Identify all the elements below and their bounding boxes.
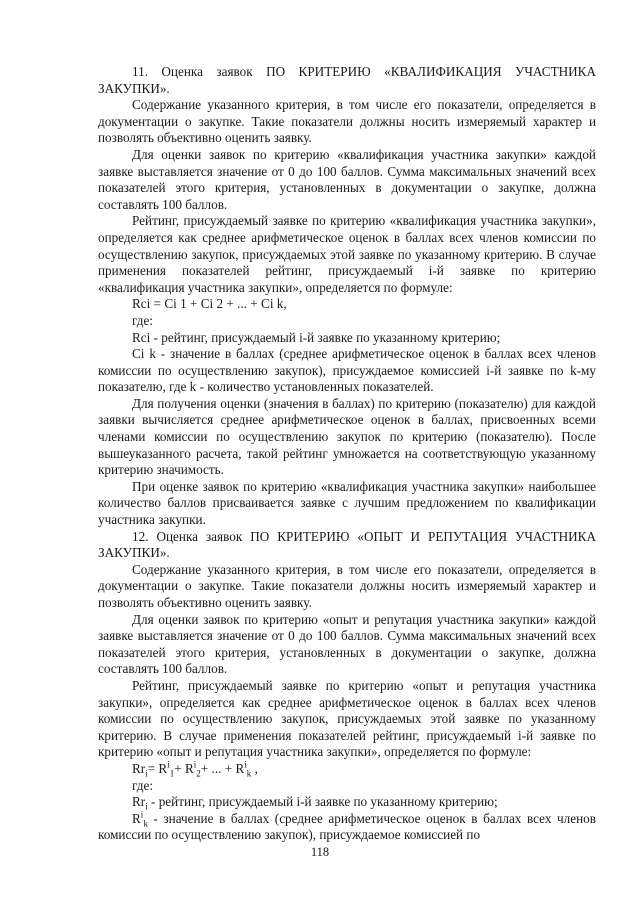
- paragraph: При оценке заявок по критерию «квалификация участника закупки» наибольшее количество баллов присваивается заявке с лучшим предложением по квалификации участника закупки.: [98, 478, 596, 528]
- formula-term: R: [132, 810, 141, 826]
- formula-superscript: i: [244, 759, 247, 770]
- formula-superscript: i: [167, 759, 170, 770]
- formula-subscript: 1: [169, 768, 175, 779]
- definition-rik: [98, 811, 596, 844]
- formula-subscript: i: [145, 801, 148, 812]
- definition-cik: Ci k - значение в баллах (среднее арифметическое оценок в баллах всех членов комиссии по осуществлению закупок), присуждаемое комиссией i-й заявке по k-му показателю, где k - количество установленных показателей.: [98, 346, 596, 395]
- formula-superscript: i: [140, 809, 144, 820]
- formula-subscript: k: [143, 818, 148, 829]
- section-11-heading: 11. Оценка заявок ПО КРИТЕРИЮ «КВАЛИФИКАЦИЯ УЧАСТНИКА ЗАКУПКИ».: [98, 64, 596, 96]
- formula-term: Rr: [132, 794, 146, 810]
- paragraph: Рейтинг, присуждаемый заявке по критерию «квалификация участника закупки», определяется как среднее арифметическое оценок в баллах всех членов комиссии по осуществлению закупок, присуждаемых этой заявке по указанному критерию. В случае применения показателей рейтинг, присуждаемый i-й заявке по критерию «квалификация участника закупки», определяется по формуле:: [98, 213, 596, 295]
- section-12-heading: 12. Оценка заявок ПО КРИТЕРИЮ «ОПЫТ И РЕПУТАЦИЯ УЧАСТНИКА ЗАКУПКИ».: [98, 528, 596, 561]
- definition-rci: Rci - рейтинг, присуждаемый i-й заявке по указанному критерию;: [132, 329, 501, 345]
- document-body: [98, 64, 596, 844]
- formula-rci: Rci = Ci 1 + Ci 2 + ... + Ci k,: [132, 296, 287, 312]
- formula-term: Rr: [132, 760, 146, 776]
- formula-term: + R: [174, 760, 194, 776]
- paragraph: Для оценки заявок по критерию «опыт и репутация участника закупки» каждой заявке выставляется значение от 0 до 100 баллов. Сумма максимальных значений всех показателей этого критерия, установленных в документации о закупке, должна составлять 100 баллов.: [98, 611, 596, 677]
- paragraph: Для оценки заявок по критерию «квалификация участника закупки» каждой заявке выставляется значение от 0 до 100 баллов. Сумма максимальных значений всех показателей этого критерия, установленных в документации о закупке, должна составлять 100 баллов.: [98, 146, 596, 212]
- formula-term: ,: [251, 760, 258, 776]
- formula-term: = R: [147, 760, 168, 776]
- paragraph: Содержание указанного критерия, в том числе его показатели, определяется в документации о закупке. Такие показатели должны носить измеряемый характер и позволять объективно оценить заявку.: [98, 97, 596, 146]
- paragraph: Рейтинг, присуждаемый заявке по критерию «опыт и репутация участника закупки», определяется как среднее арифметическое оценок в баллах всех членов комиссии по осуществлению закупок, присуждаемых этой заявке по указанному критерию. В случае применения показателей рейтинг, присуждаемый i-й заявке по критерию «опыт и репутация участника закупки», определяется по формуле:: [98, 677, 596, 760]
- paragraph: Содержание указанного критерия, в том числе его показатели, определяется в документации о закупке. Такие показатели должны носить измеряемый характер и позволять объективно оценить заявку.: [98, 561, 596, 610]
- formula-subscript: 2: [196, 768, 201, 779]
- formula-superscript: i: [193, 759, 197, 770]
- formula-rr: [98, 761, 596, 778]
- paragraph: Для получения оценки (значения в баллах) по критерию (показателю) для каждой заявки вычисляется среднее арифметическое оценок в баллах, присвоенных всеми членами комиссии по осуществлению закупок по критерию (показателю). После вышеуказанного расчета, такой рейтинг умножается на соответствующую указанному критерию значимость.: [98, 395, 596, 478]
- formula-term: + ... + R: [200, 760, 245, 776]
- definition-text: - значение в баллах (среднее арифметическое оценок в баллах всех членов комиссии по осуществлению закупок), присуждаемое комиссией по: [98, 810, 596, 843]
- where-label: где:: [132, 312, 153, 328]
- formula-subscript: k: [246, 768, 252, 779]
- definition-rr: [98, 794, 596, 811]
- formula-subscript: i: [145, 768, 148, 779]
- where-label: где:: [132, 777, 153, 793]
- definition-text: - рейтинг, присуждаемый i-й заявке по указанному критерию;: [147, 794, 498, 810]
- page-number: 118: [310, 845, 330, 859]
